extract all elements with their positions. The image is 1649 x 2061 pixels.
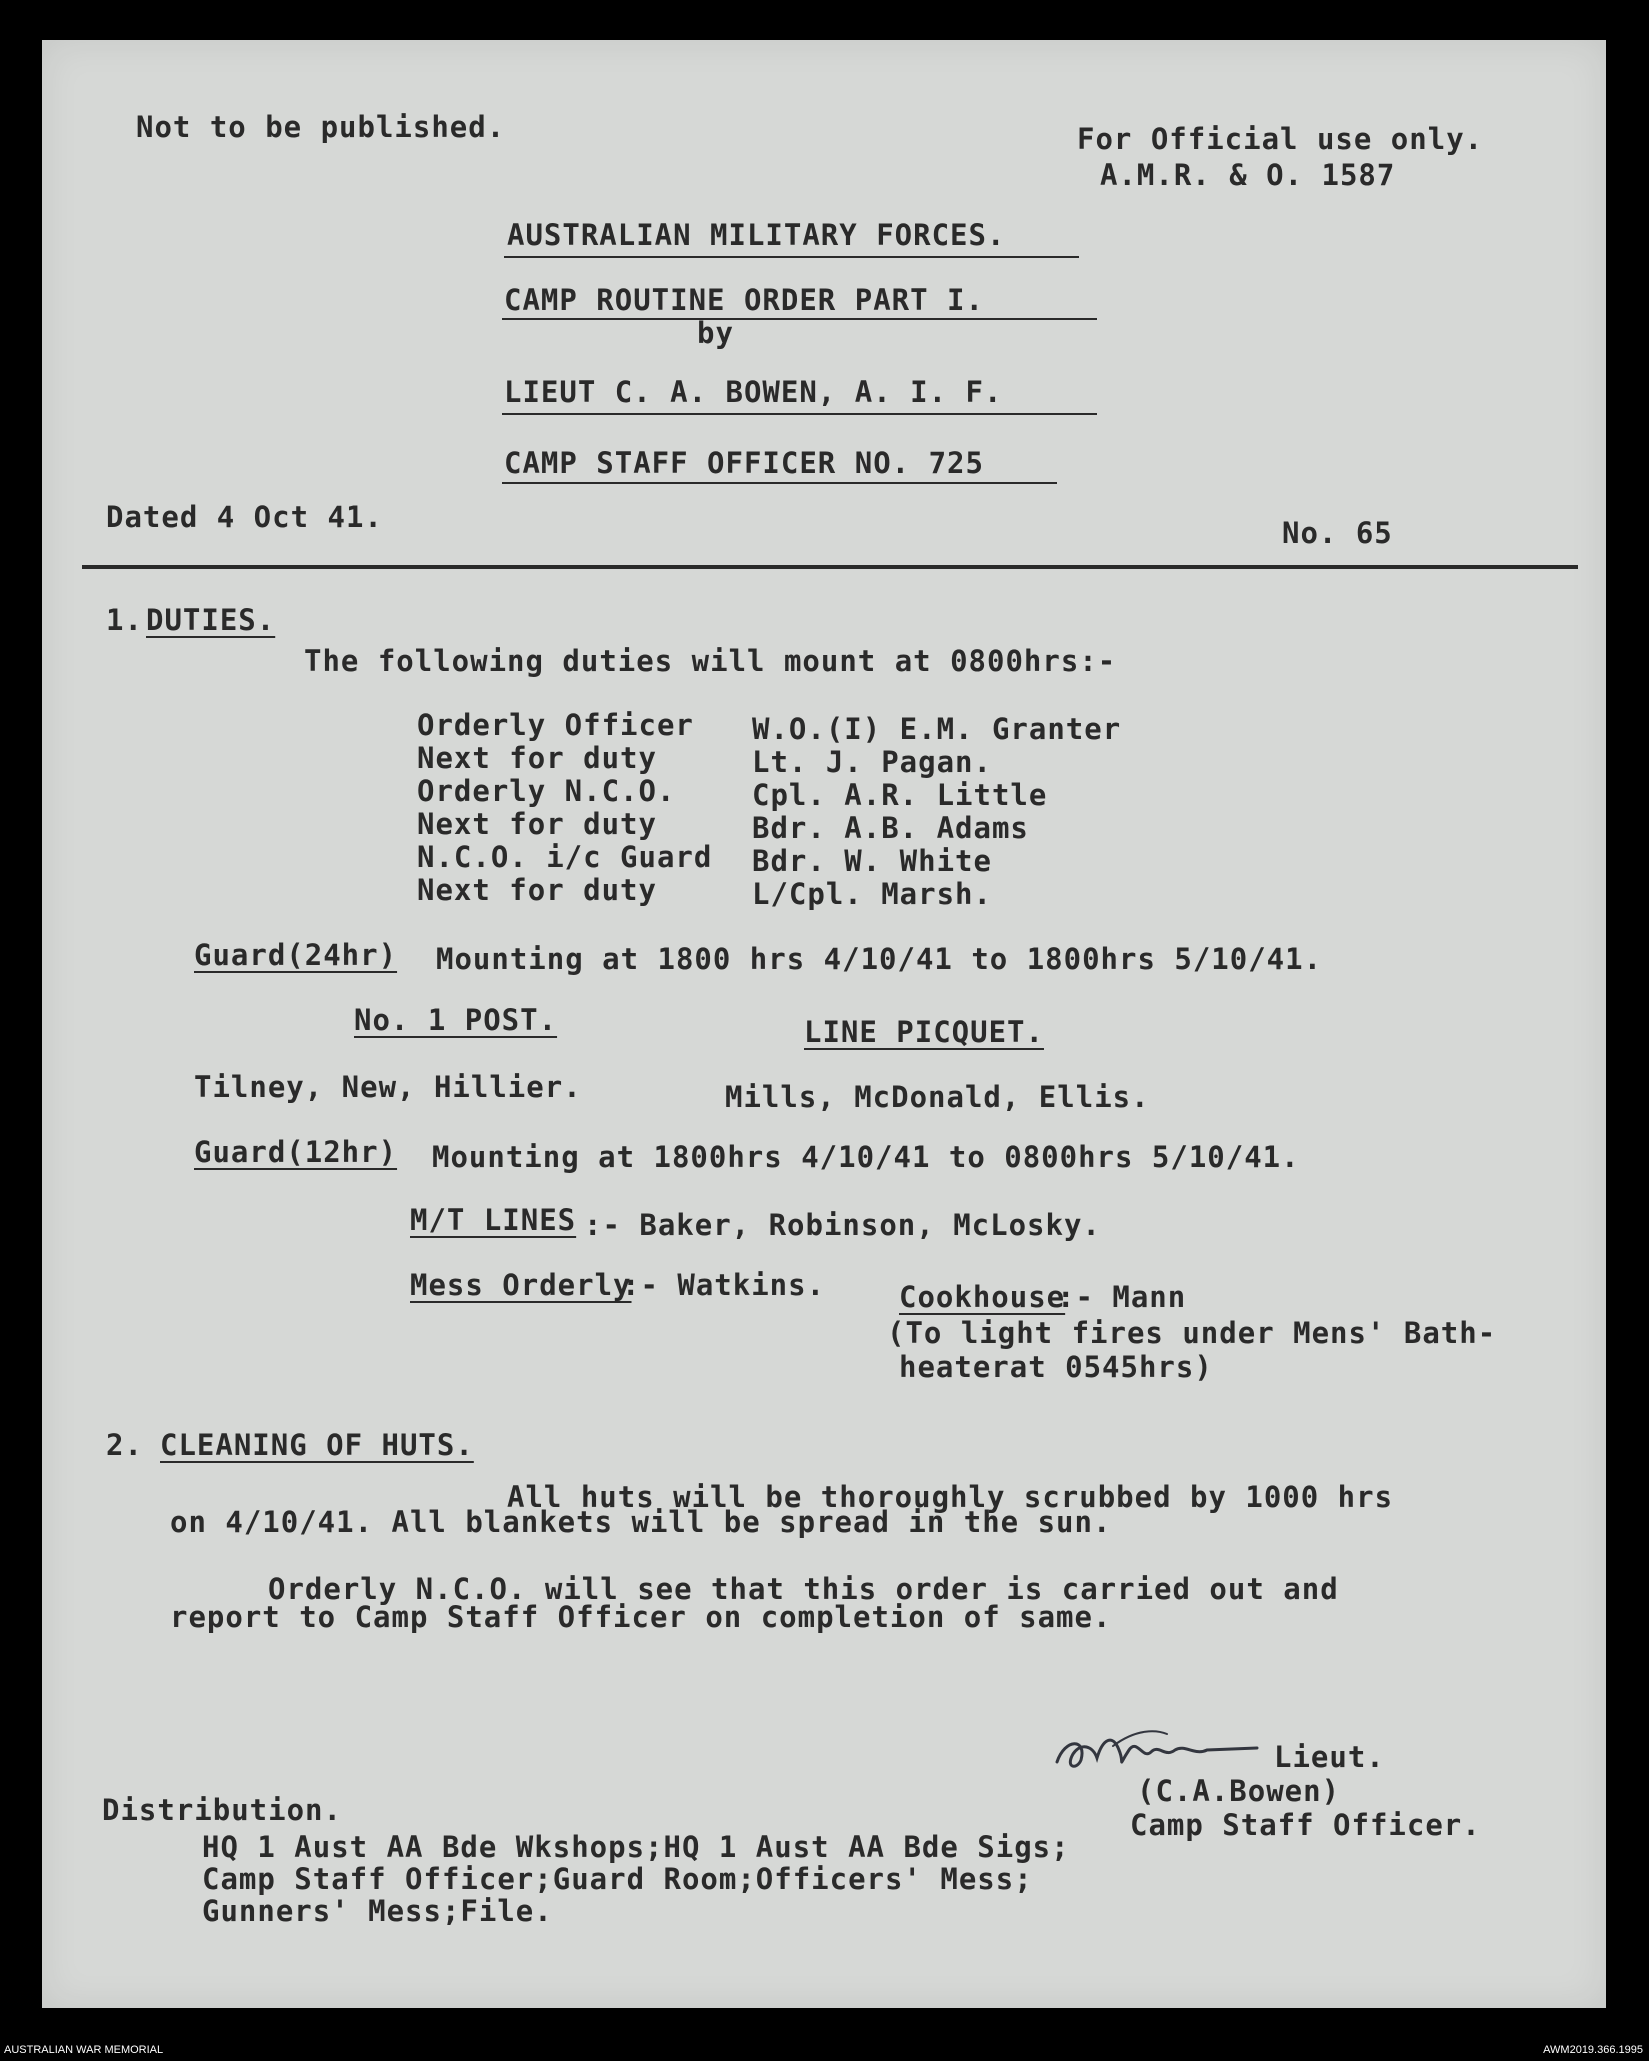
header-divider <box>82 565 1578 569</box>
post-1-label: No. 1 POST. <box>354 1003 558 1037</box>
title-line-2: CAMP ROUTINE ORDER PART I. <box>504 283 984 317</box>
document-page <box>42 40 1606 2008</box>
official-use-note: For Official use only. <box>1077 122 1484 156</box>
mess-orderly-label: Mess Orderly <box>410 1268 632 1302</box>
title-rule-1 <box>504 256 1079 258</box>
mess-orderly-names: :- Watkins. <box>622 1268 826 1302</box>
distribution-line-1: HQ 1 Aust AA Bde Wkshops;HQ 1 Aust AA Bde Sigs; <box>202 1830 1070 1864</box>
signature-rank: Lieut. <box>1274 1740 1385 1774</box>
distribution-line-3: Gunners' Mess;File. <box>202 1894 553 1928</box>
duty-role: Orderly N.C.O. <box>417 774 676 808</box>
mt-lines-label: M/T LINES <box>410 1203 577 1237</box>
section-1-intro: The following duties will mount at 0800hrs:- <box>304 644 1117 678</box>
duty-role: Orderly Officer <box>417 708 694 742</box>
section-2-line-3: Orderly N.C.O. will see that this order is carried out and <box>268 1572 1339 1606</box>
title-rule-4 <box>502 482 1057 484</box>
section-1-number: 1. <box>106 603 143 637</box>
guard-24hr-label: Guard(24hr) <box>194 938 398 972</box>
cookhouse-note-2: heaterat 0545hrs) <box>899 1350 1213 1384</box>
duty-name: W.O.(I) E.M. Granter <box>752 712 1122 746</box>
duty-name: Bdr. A.B. Adams <box>752 811 1029 845</box>
duty-name: Lt. J. Pagan. <box>752 745 992 779</box>
cookhouse-names: :- Mann <box>1057 1280 1187 1314</box>
duty-name: Bdr. W. White <box>752 844 992 878</box>
section-2-number: 2. <box>106 1428 143 1462</box>
duty-role: Next for duty <box>417 873 657 907</box>
mt-lines-names: :- Baker, Robinson, McLosky. <box>584 1208 1101 1242</box>
duty-name: L/Cpl. Marsh. <box>752 877 992 911</box>
title-line-1: AUSTRALIAN MILITARY FORCES. <box>507 218 1006 252</box>
distribution-line-2: Camp Staff Officer;Guard Room;Officers' Mess; <box>202 1862 1033 1896</box>
handwritten-signature <box>1047 1720 1287 1780</box>
footer-institution: AUSTRALIAN WAR MEMORIAL <box>4 2044 164 2056</box>
line-picquet-label: LINE PICQUET. <box>804 1015 1044 1049</box>
title-rule-3 <box>502 413 1097 415</box>
section-2-line-4: report to Camp Staff Officer on completion of same. <box>170 1600 1112 1634</box>
duty-name: Cpl. A.R. Little <box>752 778 1048 812</box>
line-picquet-names: Mills, McDonald, Ellis. <box>725 1080 1150 1114</box>
reference-number: A.M.R. & O. 1587 <box>1100 158 1396 192</box>
title-rule-2 <box>502 318 1097 320</box>
title-line-3: LIEUT C. A. BOWEN, A. I. F. <box>504 375 1003 409</box>
post-1-names: Tilney, New, Hillier. <box>194 1070 582 1104</box>
signature-title: Camp Staff Officer. <box>1130 1808 1481 1842</box>
section-2-line-1: All huts will be thoroughly scrubbed by 1000 hrs <box>507 1480 1394 1514</box>
cookhouse-label: Cookhouse <box>899 1280 1066 1314</box>
cookhouse-note-1: (To light fires under Mens' Bath- <box>887 1316 1497 1350</box>
guard-12hr-label: Guard(12hr) <box>194 1135 398 1169</box>
footer-accession: AWM2019.366.1995 <box>1543 2044 1643 2056</box>
distribution-heading: Distribution. <box>102 1793 342 1827</box>
signature-name: (C.A.Bowen) <box>1137 1774 1341 1808</box>
duty-role: Next for duty <box>417 807 657 841</box>
guard-12hr-text: Mounting at 1800hrs 4/10/41 to 0800hrs 5/10/41. <box>432 1140 1300 1174</box>
order-date: Dated 4 Oct 41. <box>106 500 383 534</box>
title-line-4: CAMP STAFF OFFICER NO. 725 <box>504 446 984 480</box>
section-1-heading: DUTIES. <box>146 603 276 637</box>
section-2-line-2: on 4/10/41. All blankets will be spread in the sun. <box>170 1505 1112 1539</box>
section-2-heading: CLEANING OF HUTS. <box>160 1428 474 1462</box>
order-number: No. 65 <box>1282 516 1393 550</box>
guard-24hr-text: Mounting at 1800 hrs 4/10/41 to 1800hrs 5/10/41. <box>436 942 1323 976</box>
title-by: by <box>697 316 734 350</box>
duty-role: Next for duty <box>417 741 657 775</box>
not-published-note: Not to be published. <box>136 110 506 144</box>
duty-role: N.C.O. i/c Guard <box>417 840 713 874</box>
